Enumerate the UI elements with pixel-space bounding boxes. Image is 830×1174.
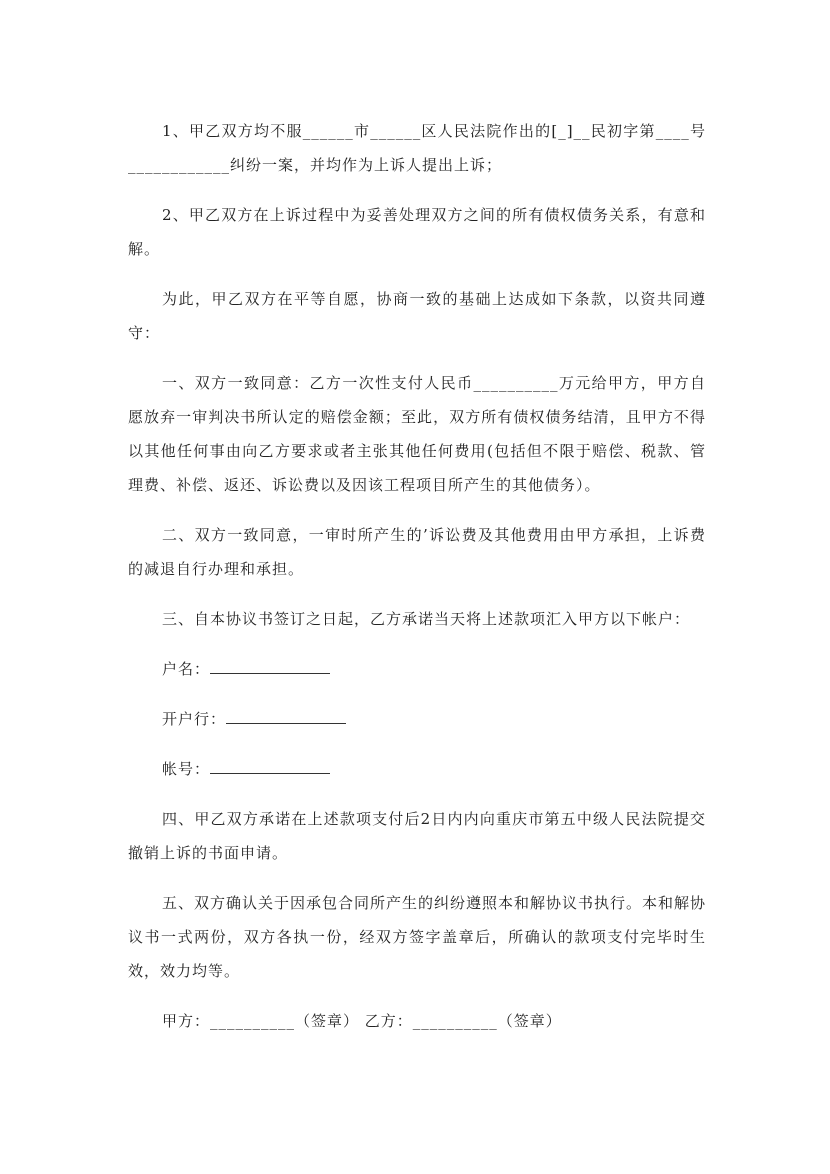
article-4: 四、甲乙双方承诺在上述款项支付后2日内内向重庆市第五中级人民法院提交撤销上诉的书面申请。 (128, 810, 706, 862)
account-number-field (162, 752, 706, 786)
party-a-signature: 甲方：__________（签章） (162, 1012, 360, 1030)
account-name-field (162, 652, 706, 686)
document-page (128, 114, 706, 1054)
bank-label: 开户行： (162, 710, 227, 728)
preamble: 为此，甲乙双方在平等自愿，协商一致的基础上达成如下条款，以资共同遵守： (128, 290, 706, 342)
clause-2: 2、甲乙双方在上诉过程中为妥善处理双方之间的所有债权债务关系，有意和解。 (128, 206, 706, 258)
article-3: 三、自本协议书签订之日起，乙方承诺当天将上述款项汇入甲方以下帐户： (162, 610, 691, 628)
account-name-label: 户名： (162, 660, 211, 678)
account-number-blank (210, 759, 330, 774)
article-5: 五、双方确认关于因承包合同所产生的纠纷遵照本和解协议书执行。本和解协议书一式两份，双方各执一份，经双方签字盖章后，所确认的款项支付完毕时生效，效力均等。 (128, 894, 707, 980)
article-2: 二、双方一致同意，一审时所产生的’诉讼费及其他费用由甲方承担，上诉费的减退自行办理和承担。 (128, 526, 706, 578)
account-number-label: 帐号： (162, 760, 211, 778)
account-name-blank (210, 659, 330, 674)
bank-field (162, 702, 706, 736)
article-1: 一、双方一致同意：乙方一次性支付人民币__________万元给甲方，甲方自愿放弃一审判决书所认定的赔偿金额；至此，双方所有债权债务结清，且甲方不得以其他任何事由向乙方要求或者主张其他任何费用(包括但不限于赔偿、税款、管理费、补偿、返还、诉讼费以及因该工程项目所产生的其他债务）。 (128, 374, 706, 494)
party-b-signature: 乙方：__________（签章） (364, 1012, 562, 1030)
bank-blank (226, 709, 346, 724)
signature-line (162, 1004, 706, 1038)
clause-1: 1、甲乙双方均不服______市______区人民法院作出的[_]__民初字第____号____________纠纷一案，并均作为上诉人提出上诉； (128, 122, 706, 174)
